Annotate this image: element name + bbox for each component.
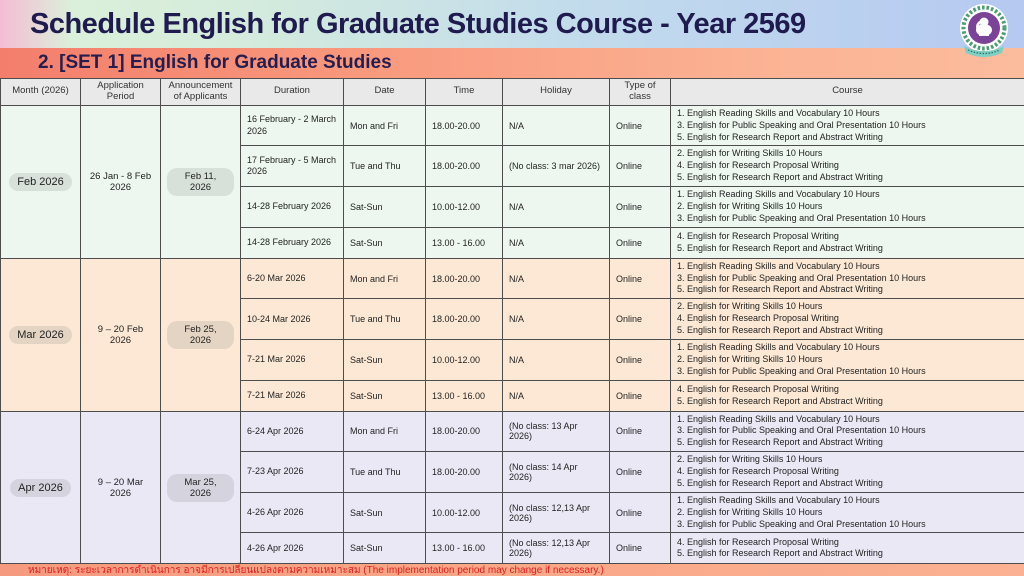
university-seal-icon <box>958 3 1010 59</box>
month-cell <box>1 411 81 564</box>
course-line: 5. English for Research Report and Abstract Writing <box>677 242 883 253</box>
course-line: 3. English for Public Speaking and Oral Presentation 10 Hours <box>677 425 926 436</box>
holiday-cell: N/A <box>503 227 610 258</box>
course-line: 3. English for Public Speaking and Oral Presentation 10 Hours <box>677 272 926 283</box>
duration-cell: 14-28 February 2026 <box>241 187 344 228</box>
course-line: 2. English for Writing Skills 10 Hours <box>677 454 823 465</box>
course-cell <box>671 299 1024 340</box>
time-cell: 13.00 - 16.00 <box>426 380 503 411</box>
type-of-class-cell: Online <box>610 227 671 258</box>
announcement-badge: Feb 25, 2026 <box>167 321 234 349</box>
month-badge: Mar 2026 <box>9 326 71 344</box>
duration-cell: 6-24 Apr 2026 <box>241 411 344 452</box>
duration-cell: 4-26 Apr 2026 <box>241 492 344 533</box>
course-line: 1. English Reading Skills and Vocabulary 10 Hours <box>677 260 880 271</box>
course-line: 4. English for Research Proposal Writing <box>677 466 839 477</box>
course-cell <box>671 380 1024 411</box>
type-of-class-cell: Online <box>610 380 671 411</box>
application-period-cell: 9 – 20 Mar 2026 <box>81 411 161 564</box>
course-line: 2. English for Writing Skills 10 Hours <box>677 148 823 159</box>
type-of-class-cell: Online <box>610 339 671 380</box>
application-period-cell: 26 Jan - 8 Feb 2026 <box>81 105 161 258</box>
course-cell <box>671 339 1024 380</box>
course-line: 2. English for Writing Skills 10 Hours <box>677 301 823 312</box>
duration-cell: 10-24 Mar 2026 <box>241 299 344 340</box>
type-of-class-cell: Online <box>610 452 671 493</box>
course-cell <box>671 533 1024 564</box>
date-cell: Sat-Sun <box>344 187 426 228</box>
time-cell: 13.00 - 16.00 <box>426 533 503 564</box>
announcement-cell <box>161 411 241 564</box>
time-cell: 18.00-20.00 <box>426 146 503 187</box>
col-header-date: Date <box>344 79 426 106</box>
holiday-cell: N/A <box>503 187 610 228</box>
course-line: 2. English for Writing Skills 10 Hours <box>677 353 823 364</box>
holiday-cell: N/A <box>503 339 610 380</box>
type-of-class-cell: Online <box>610 411 671 452</box>
duration-cell: 6-20 Mar 2026 <box>241 258 344 299</box>
course-line: 5. English for Research Report and Abstract Writing <box>677 548 883 559</box>
table-row <box>1 258 1024 299</box>
holiday-cell: (No class: 12,13 Apr 2026) <box>503 492 610 533</box>
type-of-class-cell: Online <box>610 146 671 187</box>
announcement-badge: Mar 25, 2026 <box>167 474 234 502</box>
date-cell: Sat-Sun <box>344 227 426 258</box>
time-cell: 18.00-20.00 <box>426 452 503 493</box>
announcement-cell <box>161 105 241 258</box>
announcement-badge: Feb 11, 2026 <box>167 168 234 196</box>
course-line: 5. English for Research Report and Abstract Writing <box>677 477 883 488</box>
holiday-cell: N/A <box>503 299 610 340</box>
date-cell: Tue and Thu <box>344 299 426 340</box>
time-cell: 13.00 - 16.00 <box>426 227 503 258</box>
course-line: 3. English for Public Speaking and Oral Presentation 10 Hours <box>677 365 926 376</box>
type-of-class-cell: Online <box>610 258 671 299</box>
course-line: 5. English for Research Report and Abstract Writing <box>677 325 883 336</box>
duration-cell: 14-28 February 2026 <box>241 227 344 258</box>
date-cell: Tue and Thu <box>344 146 426 187</box>
course-cell <box>671 411 1024 452</box>
course-line: 4. English for Research Proposal Writing <box>677 230 839 241</box>
duration-cell: 4-26 Apr 2026 <box>241 533 344 564</box>
course-line: 4. English for Research Proposal Writing <box>677 383 839 394</box>
course-line: 1. English Reading Skills and Vocabulary 10 Hours <box>677 341 880 352</box>
course-line: 3. English for Public Speaking and Oral Presentation 10 Hours <box>677 518 926 529</box>
course-cell <box>671 187 1024 228</box>
month-badge: Apr 2026 <box>10 479 71 497</box>
course-line: 4. English for Research Proposal Writing <box>677 536 839 547</box>
course-line: 1. English Reading Skills and Vocabulary 10 Hours <box>677 189 880 200</box>
section-subtitle: 2. [SET 1] English for Graduate Studies <box>38 52 392 73</box>
date-cell: Sat-Sun <box>344 380 426 411</box>
duration-cell: 16 February - 2 March 2026 <box>241 105 344 146</box>
time-cell: 10.00-12.00 <box>426 339 503 380</box>
course-line: 1. English Reading Skills and Vocabulary 10 Hours <box>677 413 880 424</box>
course-cell <box>671 258 1024 299</box>
time-cell: 18.00-20.00 <box>426 258 503 299</box>
holiday-cell: (No class: 12,13 Apr 2026) <box>503 533 610 564</box>
holiday-cell: N/A <box>503 105 610 146</box>
course-line: 5. English for Research Report and Abstract Writing <box>677 172 883 183</box>
application-period-cell: 9 – 20 Feb 2026 <box>81 258 161 411</box>
date-cell: Mon and Fri <box>344 105 426 146</box>
time-cell: 10.00-12.00 <box>426 187 503 228</box>
announcement-cell <box>161 258 241 411</box>
time-cell: 10.00-12.00 <box>426 492 503 533</box>
type-of-class-cell: Online <box>610 299 671 340</box>
date-cell: Tue and Thu <box>344 452 426 493</box>
col-header-application-period: Application Period <box>81 79 161 106</box>
duration-cell: 7-23 Apr 2026 <box>241 452 344 493</box>
month-cell <box>1 258 81 411</box>
time-cell: 18.00-20.00 <box>426 299 503 340</box>
date-cell: Sat-Sun <box>344 533 426 564</box>
table-row <box>1 105 1024 146</box>
course-line: 5. English for Research Report and Abstract Writing <box>677 131 883 142</box>
type-of-class-cell: Online <box>610 187 671 228</box>
duration-cell: 17 February - 5 March 2026 <box>241 146 344 187</box>
course-line: 5. English for Research Report and Abstract Writing <box>677 395 883 406</box>
date-cell: Mon and Fri <box>344 411 426 452</box>
course-line: 3. English for Public Speaking and Oral Presentation 10 Hours <box>677 212 926 223</box>
table-header-row <box>1 79 1024 106</box>
holiday-cell: (No class: 14 Apr 2026) <box>503 452 610 493</box>
holiday-cell: N/A <box>503 258 610 299</box>
footer-note: หมายเหตุ: ระยะเวลาการดำเนินการ อาจมีการเปลี่ยนแปลงตามความเหมาะสม (The implementation period may change if necessary.) <box>28 565 604 576</box>
page-title: Schedule English for Graduate Studies Course - Year 2569 <box>30 7 806 40</box>
course-line: 3. English for Public Speaking and Oral Presentation 10 Hours <box>677 119 926 130</box>
course-line: 5. English for Research Report and Abstract Writing <box>677 437 883 448</box>
holiday-cell: (No class: 13 Apr 2026) <box>503 411 610 452</box>
course-cell <box>671 492 1024 533</box>
course-line: 2. English for Writing Skills 10 Hours <box>677 200 823 211</box>
col-header-duration: Duration <box>241 79 344 106</box>
page-header <box>0 0 1024 48</box>
holiday-cell: N/A <box>503 380 610 411</box>
col-header-type-of-class: Type of class <box>610 79 671 106</box>
course-cell <box>671 105 1024 146</box>
col-header-month: Month (2026) <box>1 79 81 106</box>
date-cell: Sat-Sun <box>344 339 426 380</box>
date-cell: Mon and Fri <box>344 258 426 299</box>
course-cell <box>671 146 1024 187</box>
footer-note-bar <box>0 564 1024 576</box>
month-badge: Feb 2026 <box>9 173 71 191</box>
type-of-class-cell: Online <box>610 105 671 146</box>
course-line: 2. English for Writing Skills 10 Hours <box>677 506 823 517</box>
col-header-course: Course <box>671 79 1024 106</box>
time-cell: 18.00-20.00 <box>426 105 503 146</box>
course-line: 5. English for Research Report and Abstract Writing <box>677 284 883 295</box>
type-of-class-cell: Online <box>610 533 671 564</box>
course-cell <box>671 227 1024 258</box>
schedule-table <box>0 78 1024 564</box>
time-cell: 18.00-20.00 <box>426 411 503 452</box>
date-cell: Sat-Sun <box>344 492 426 533</box>
col-header-time: Time <box>426 79 503 106</box>
duration-cell: 7-21 Mar 2026 <box>241 339 344 380</box>
course-cell <box>671 452 1024 493</box>
duration-cell: 7-21 Mar 2026 <box>241 380 344 411</box>
course-line: 4. English for Research Proposal Writing <box>677 313 839 324</box>
course-line: 4. English for Research Proposal Writing <box>677 160 839 171</box>
type-of-class-cell: Online <box>610 492 671 533</box>
section-subtitle-bar <box>0 48 1024 78</box>
table-row <box>1 411 1024 452</box>
course-line: 1. English Reading Skills and Vocabulary 10 Hours <box>677 494 880 505</box>
holiday-cell: (No class: 3 mar 2026) <box>503 146 610 187</box>
col-header-announcement: Announcement of Applicants <box>161 79 241 106</box>
month-cell <box>1 105 81 258</box>
col-header-holiday: Holiday <box>503 79 610 106</box>
course-line: 1. English Reading Skills and Vocabulary 10 Hours <box>677 107 880 118</box>
